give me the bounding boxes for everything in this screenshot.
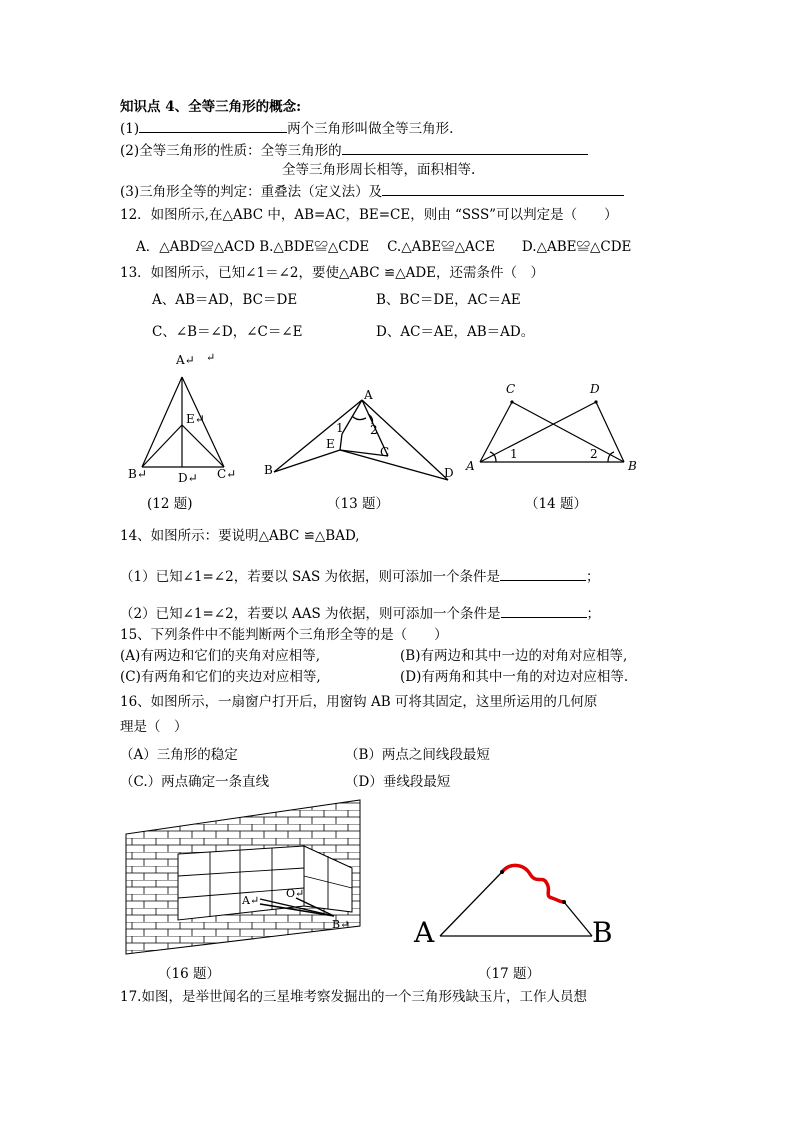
item-2-cont: 全等三角形周长相等，面积相等. (282, 162, 476, 178)
fig17-left-side (440, 872, 502, 936)
fig14-bd-line (596, 402, 624, 462)
section-title: 知识点 4、全等三角形的概念: (120, 99, 302, 115)
q14-part-1-text: （1）已知∠1=∠2，若要以 SAS 为依据，则可添加一个条件是 (120, 569, 501, 585)
item-1-prefix: (1) (120, 121, 140, 137)
fig12-ec-line (182, 425, 224, 467)
q14-part-2-blank[interactable] (501, 603, 587, 618)
fig12-label-e: E↵ (186, 412, 205, 426)
fig12-label-d: D↵ (178, 471, 198, 485)
item-2 (120, 140, 588, 160)
fig13-be-line (274, 450, 340, 472)
fig12-caption: (12 题) (147, 496, 193, 512)
item-3-blank[interactable] (382, 181, 624, 196)
figure-14 (460, 378, 650, 478)
q16-stem-1: 16、如图所示，一扇窗户打开后，用窗钩 AB 可将其固定，这里所运用的几何原 (120, 694, 598, 710)
item-2-text: (2)全等三角形的性质：全等三角形的 (120, 143, 342, 159)
q15-stem: 15、下列条件中不能判断两个三角形全等的是（ ） (120, 627, 448, 643)
item-1-text: 两个三角形叫做全等三角形. (287, 121, 454, 137)
figure-17 (410, 850, 620, 950)
fig13-label-e: E (326, 437, 335, 451)
fig17-broken-edge (502, 865, 564, 902)
fig12-label-b: B↵ (128, 467, 147, 481)
fig17-label-b: B (592, 916, 613, 949)
fig14-cb-line (512, 402, 624, 462)
fig13-ab-line (274, 400, 362, 472)
figure-12 (120, 345, 240, 490)
q15-option-c: (C)有两角和它们的夹边对应相等, (120, 669, 321, 685)
fig16-label-o: O↵ (286, 887, 305, 900)
fig12-label-a: A↵ (176, 353, 195, 367)
fig13-label-a: A (364, 388, 373, 402)
q14-part-1-end: ； (586, 569, 600, 585)
item-3-text: (3)三角形全等的判定：重叠法（定义法）及 (120, 184, 383, 200)
fig14-angle-1-label: 1 (510, 447, 518, 461)
fig12-eb-line (142, 425, 182, 467)
q13-option-c: C、∠B＝∠D，∠C＝∠E (152, 324, 303, 340)
figure-13 (258, 382, 468, 487)
q14-part-1 (120, 566, 600, 586)
fig12-label-c: C↵ (217, 467, 237, 481)
item-1-blank[interactable] (139, 118, 287, 133)
fig14-ac-line (480, 402, 512, 462)
fig16-caption: （16 题） (158, 966, 220, 982)
q17-stem: 17.如图，是举世闻名的三星堆考察发掘出的一个三角形残缺玉片，工作人员想 (120, 989, 587, 1005)
fig13-label-d: D (444, 466, 454, 480)
fig16-label-a: A↵ (242, 894, 260, 907)
fig14-label-a: A (466, 459, 475, 473)
fig13-angle-2-label: 2 (370, 423, 378, 437)
fig14-point-d (594, 400, 597, 403)
fig17-right-side (564, 902, 592, 936)
q13-option-a: A、AB＝AD，BC＝DE (152, 292, 298, 308)
fig14-ad-line (480, 402, 596, 462)
q16-option-a: （A）三角形的稳定 (120, 747, 238, 763)
q14-part-2-text: （2）已知∠1=∠2，若要以 AAS 为依据，则可添加一个条件是 (120, 606, 501, 622)
fig13-label-b: B (264, 463, 273, 477)
q16-stem-2: 理是（ ） (120, 719, 188, 735)
q12-options: A．△ABD≌△ACD B.△BDE≌△CDE C.△ABE≌△ACE D.△ABE≌△CDE (136, 239, 632, 255)
q15-option-a: (A)有两边和它们的夹角对应相等, (120, 648, 321, 664)
fig12-ab-line (142, 377, 182, 467)
q14-part-2 (120, 603, 600, 623)
fig17-point-top (500, 870, 504, 874)
fig13-angle-1 (352, 416, 366, 420)
q16-option-b: （B）两点之间线段最短 (345, 747, 490, 763)
fig13-caption: （13 题） (327, 496, 389, 512)
q14-part-1-blank[interactable] (500, 566, 586, 581)
fig13-e-link (340, 434, 342, 450)
fig14-label-c: C (506, 382, 516, 396)
q14-stem: 14、如图所示：要说明△ABC ≌△BAD, (120, 528, 360, 544)
q13-option-d: D、AC＝AE，AB＝AD。 (376, 324, 535, 340)
fig14-point-c (510, 400, 513, 403)
fig13-ae-line (342, 400, 362, 434)
fig16-label-b: B↵ (332, 918, 350, 931)
fig14-caption: （14 题） (525, 496, 587, 512)
q13-option-b: B、BC＝DE，AC＝AE (376, 292, 521, 308)
fig14-label-b: B (628, 459, 637, 473)
figure-16 (120, 796, 365, 956)
item-3 (120, 181, 624, 201)
q15-option-d: (D)有两角和其中一角的对边对应相等. (400, 669, 629, 685)
item-2-blank[interactable] (342, 140, 588, 155)
fig12-mark: ↵ (206, 351, 216, 364)
q16-option-d: （D）垂线段最短 (345, 774, 451, 790)
fig14-angle-2-label: 2 (590, 447, 598, 461)
fig17-label-a: A (414, 916, 435, 949)
q14-part-2-end: ； (586, 606, 601, 622)
q12-stem: 12．如图所示,在△ABC 中，AB=AC，BE=CE，则由 “SSS”可以判定是（ ） (120, 207, 618, 223)
fig17-point-right (562, 900, 566, 904)
item-1 (120, 118, 453, 138)
fig13-label-c: C (380, 445, 390, 459)
fig13-angle-1-label: 1 (336, 421, 344, 435)
q16-option-c: （C.）两点确定一条直线 (120, 774, 270, 790)
fig14-label-d: D (590, 382, 600, 396)
q13-stem: 13．如图所示，已知∠1＝∠2，要使△ABC ≌△ADE，还需条件（ ） (120, 265, 545, 281)
fig17-caption: （17 题） (478, 966, 540, 982)
q15-option-b: (B)有两边和其中一边的对角对应相等, (400, 648, 628, 664)
